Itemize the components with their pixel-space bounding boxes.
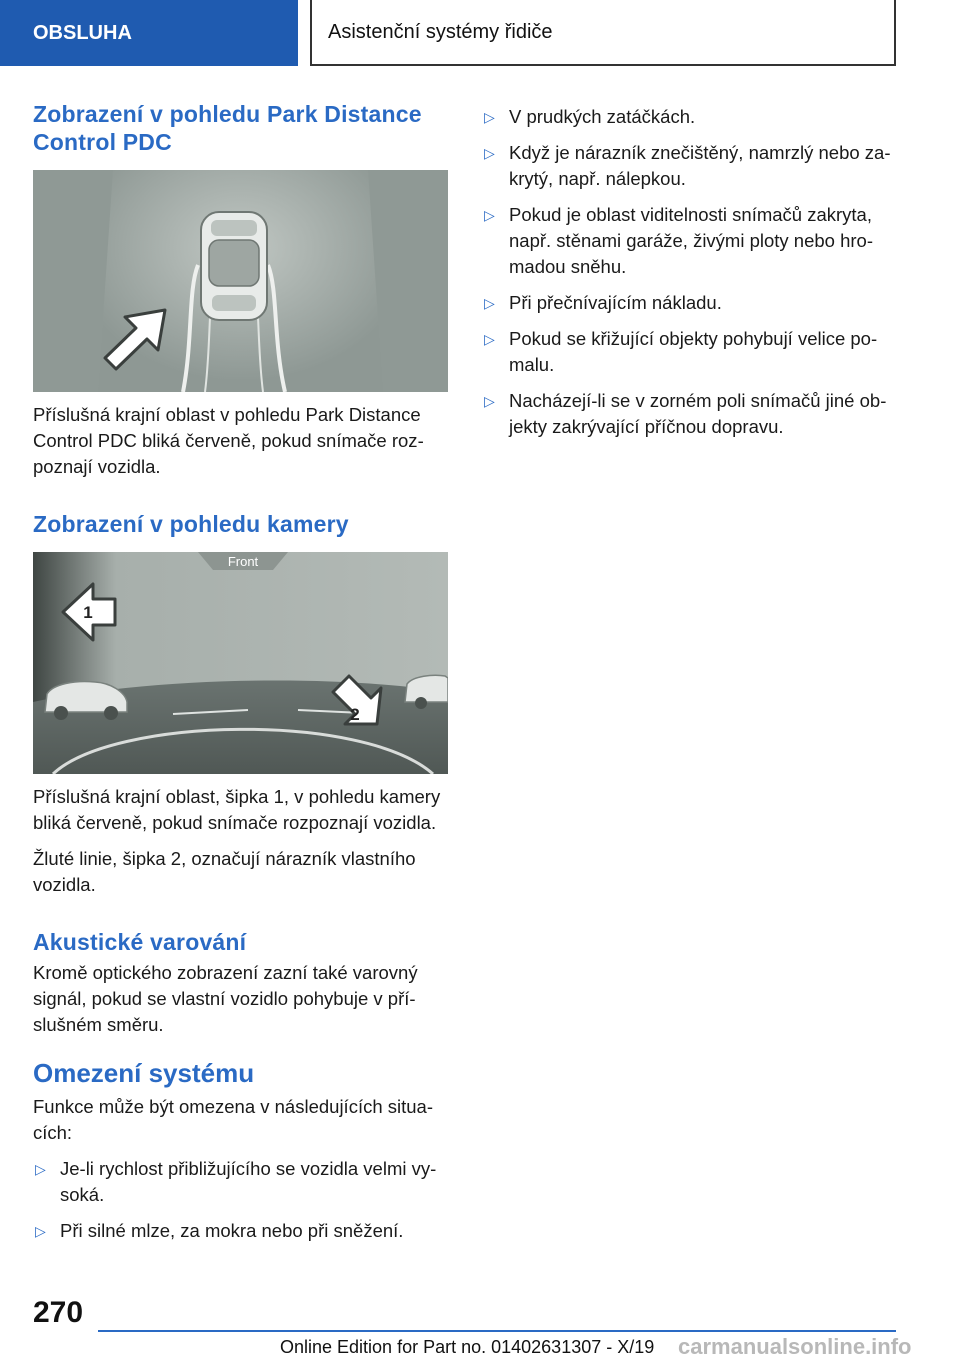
triangle-right-icon: ▷ — [484, 109, 495, 125]
list-item: ▷ Při silné mlze, za mokra nebo při sněžení. — [33, 1218, 448, 1244]
acoustic-heading: Akustické varování — [33, 929, 247, 955]
limits-heading: Omezení systému — [33, 1058, 255, 1088]
limits-bullet-list — [33, 1156, 448, 1244]
front-label: Front — [227, 554, 259, 569]
triangle-right-icon: ▷ — [35, 1223, 46, 1239]
page-header — [0, 0, 960, 66]
camera-paragraph-1: Příslušná krajní oblast, šipka 1, v pohledu kamery bliká červeně, pokud snímače rozpoznají vozidla. — [33, 786, 441, 833]
camera-illustration — [33, 552, 448, 774]
acoustic-paragraph: Kromě optického zobrazení zazní také varovný signál, pokud se vlastní vozidlo pohybuje v příslušném směru. — [33, 962, 418, 1035]
list-item: ▷ Když je nárazník znečištěný, namrzlý nebo zakrytý, např. nálepkou. — [484, 142, 891, 189]
pdc-paragraph: Příslušná krajní oblast v pohledu Park Distance Control PDC bliká červeně, pokud snímače rozpoznají vozidla. — [33, 404, 424, 477]
svg-text:2: 2 — [350, 705, 360, 724]
list-item: ▷ Při přečnívajícím nákladu. — [482, 290, 897, 316]
page-number: 270 — [33, 1296, 84, 1329]
triangle-right-icon: ▷ — [484, 295, 495, 311]
left-column — [33, 100, 448, 1254]
list-item: ▷ Je-li rychlost přibližujícího se vozidla velmi vysoká. — [35, 1158, 437, 1205]
camera-figure — [33, 552, 448, 774]
pdc-figure — [33, 170, 448, 392]
section-tab: OBSLUHA — [0, 0, 298, 66]
triangle-right-icon: ▷ — [484, 207, 495, 223]
triangle-right-icon: ▷ — [484, 331, 495, 347]
camera-heading: Zobrazení v pohledu kamery — [33, 511, 349, 537]
list-item: ▷ Pokud je oblast viditelnosti snímačů zakryta, např. stěnami garáže, živými ploty nebo hromadou sněhu. — [484, 204, 874, 277]
list-item: ▷ V prudkých zatáčkách. — [482, 104, 897, 130]
footer-divider — [98, 1330, 896, 1332]
triangle-right-icon: ▷ — [35, 1161, 46, 1177]
pdc-illustration — [33, 170, 448, 392]
list-item: ▷ Nacházejí-li se v zorném poli snímačů jiné objekty zakrývající příčnou dopravu. — [484, 390, 887, 437]
camera-paragraph-2: Žluté linie, šipka 2, označují nárazník vlastního vozidla. — [33, 848, 416, 895]
edition-label: Online Edition for Part no. 01402631307 - X/19 — [280, 1337, 655, 1357]
car-icon — [201, 212, 267, 320]
limits-paragraph: Funkce může být omezena v následujících situacích: — [33, 1096, 434, 1143]
right-bullet-list — [482, 104, 897, 440]
triangle-right-icon: ▷ — [484, 393, 495, 409]
list-item: ▷ Pokud se křižující objekty pohybují velice pomalu. — [484, 328, 878, 375]
chapter-tab: Asistenční systémy řidiče — [310, 0, 896, 66]
pdc-heading: Zobrazení v pohledu Park Distance Control PDC — [33, 101, 422, 155]
triangle-right-icon: ▷ — [484, 145, 495, 161]
right-column — [482, 104, 897, 450]
watermark: carmanualsonline.info — [678, 1334, 912, 1359]
svg-text:1: 1 — [83, 603, 93, 622]
